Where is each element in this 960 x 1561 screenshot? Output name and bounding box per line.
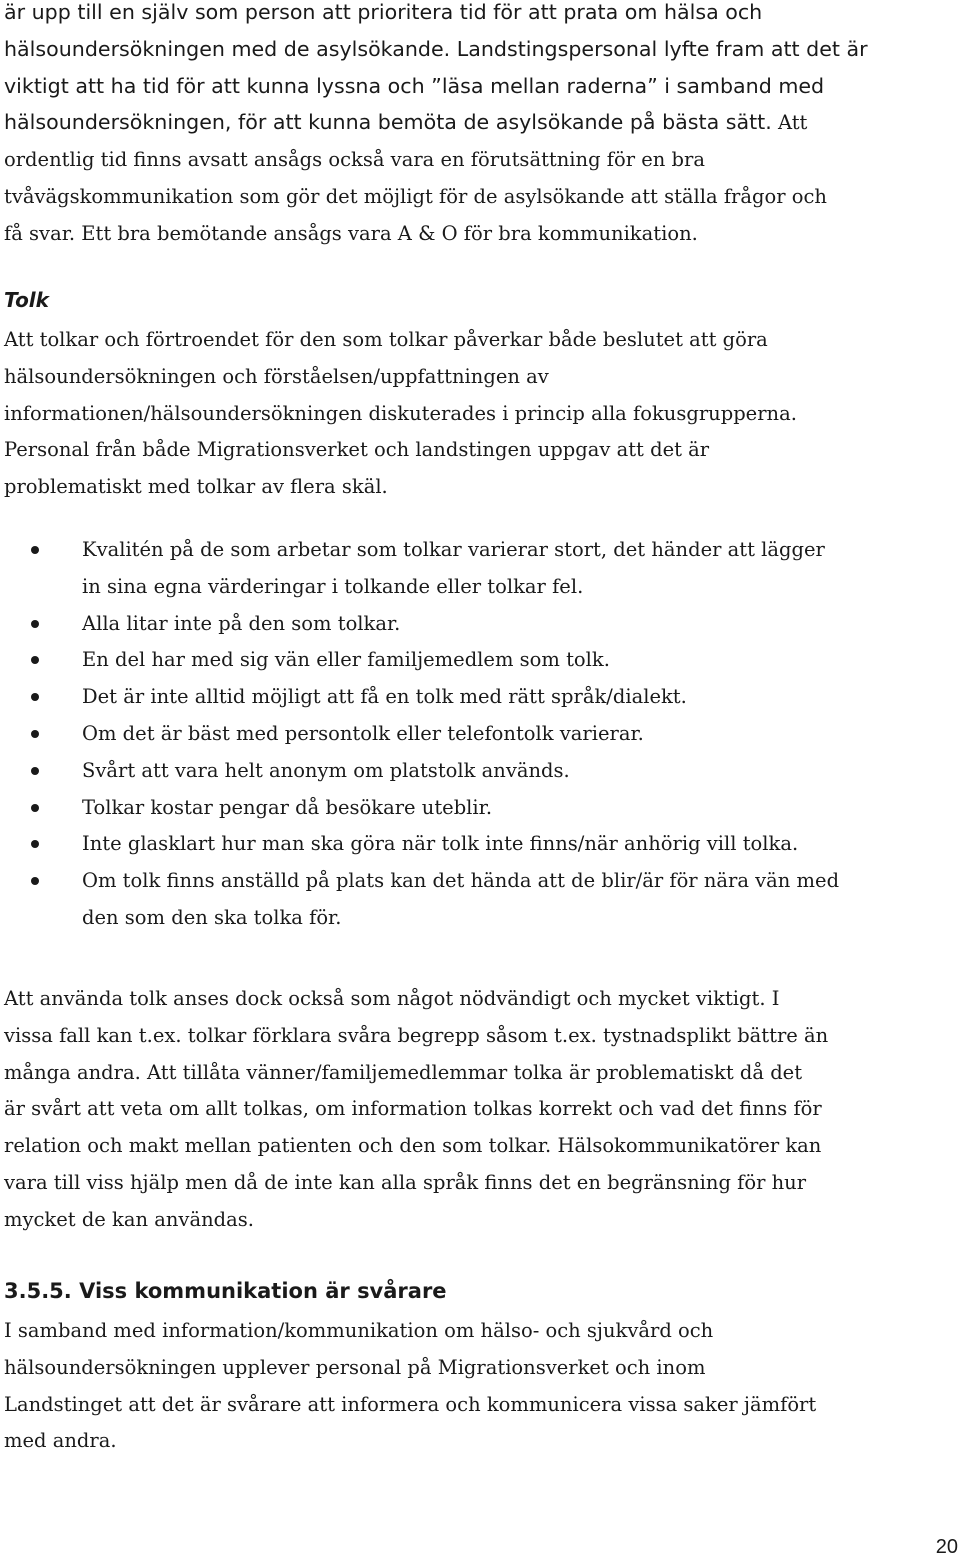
section-paragraph: [4, 1313, 956, 1460]
intro-line: hälsoundersökningen med de asylsökande. Landstingspersonal lyfte fram att det är: [4, 36, 868, 61]
intro-line: viktigt att ha tid för att kunna lyssna och ”läsa mellan raderna” i samband med: [4, 73, 825, 98]
bullet-icon: [31, 620, 39, 628]
paragraph-line: med andra.: [4, 1429, 117, 1453]
list-item-text: Tolkar kostar pengar då besökare uteblir.: [82, 795, 493, 819]
list-item-text: Alla litar inte på den som tolkar.: [82, 611, 401, 635]
tolk-after-paragraph: [4, 981, 956, 1239]
paragraph-line: många andra. Att tillåta vänner/familjemedlemmar tolka är problematiskt då det: [4, 1060, 803, 1084]
intro-line: ordentlig tid finns avsatt ansågs också vara en förutsättning för en bra: [4, 148, 705, 172]
list-item-text: En del har med sig vän eller familjemedlem som tolk.: [82, 648, 610, 672]
paragraph-line: I samband med information/kommunikation om hälso- och sjukvård och: [4, 1319, 714, 1342]
paragraph-line: Landstinget att det är svårare att informera och kommunicera vissa saker jämfört: [4, 1392, 817, 1416]
bullet-icon: [31, 730, 39, 738]
tolk-line: problematiskt med tolkar av flera skäl.: [4, 475, 388, 499]
page-number: 20: [935, 1536, 958, 1558]
intro-line: få svar. Ett bra bemötande ansågs vara A & O för bra kommunikation.: [4, 221, 698, 245]
tolk-problems-list: [4, 532, 956, 937]
list-item: [4, 642, 956, 679]
tolk-line: Att tolkar och förtroendet för den som tolkar påverkar både beslutet att göra: [4, 328, 768, 351]
tolk-paragraph: [4, 322, 956, 506]
paragraph-line: vara till viss hjälp men då de inte kan alla språk finns det en begränsning för hur: [4, 1170, 807, 1194]
list-item: [4, 716, 956, 753]
bullet-icon: [31, 546, 39, 554]
list-item: [4, 790, 956, 827]
paragraph-line: relation och makt mellan patienten och den som tolkar. Hälsokommunikatörer kan: [4, 1134, 822, 1158]
list-item: [4, 606, 956, 643]
bullet-icon: [31, 656, 39, 664]
list-item: [4, 532, 956, 606]
paragraph-line: är svårt att veta om allt tolkas, om information tolkas korrekt och vad det finns för: [4, 1097, 822, 1121]
list-item-text: Om det är bäst med persontolk eller telefontolk varierar.: [82, 721, 644, 745]
list-item-text: Inte glasklart hur man ska göra när tolk inte finns/när anhörig vill tolka.: [82, 832, 799, 856]
bullet-icon: [31, 877, 39, 885]
section-heading-3-5-5: 3.5.5. Viss kommunikation är svårare: [4, 1279, 447, 1303]
list-item-text: in sina egna värderingar i tolkande eller tolkar fel.: [82, 574, 584, 598]
list-item-text: Om tolk finns anställd på plats kan det hända att de blir/är för nära vän med: [82, 869, 840, 893]
section-heading-tolk: Tolk: [4, 288, 49, 312]
list-item-text: den som den ska tolka för.: [82, 905, 342, 929]
intro-line: tvåvägskommunikation som gör det möjligt för de asylsökande att ställa frågor och: [4, 184, 827, 208]
list-item: [4, 753, 956, 790]
bullet-icon: [31, 840, 39, 848]
tolk-line: informationen/hälsoundersökningen diskuterades i princip alla fokusgrupperna.: [4, 401, 797, 425]
tolk-line: hälsoundersökningen och förståelsen/uppfattningen av: [4, 364, 549, 388]
intro-line-tail: Att: [771, 111, 808, 135]
list-item-text: Svårt att vara helt anonym om platstolk används.: [82, 758, 570, 782]
paragraph-line: hälsoundersökningen upplever personal på Migrationsverket och inom: [4, 1355, 706, 1379]
tolk-line: Personal från både Migrationsverket och landstingen uppgav att det är: [4, 438, 710, 462]
list-item-text: Kvalitén på de som arbetar som tolkar varierar stort, det händer att lägger: [82, 538, 825, 561]
bullet-icon: [31, 767, 39, 775]
list-item: [4, 826, 956, 863]
intro-line-text: hälsoundersökningen, för att kunna bemöta de asylsökande på bästa sätt.: [4, 110, 772, 135]
intro-paragraph: [4, 0, 956, 253]
bullet-icon: [31, 693, 39, 701]
paragraph-line: Att använda tolk anses dock också som något nödvändigt och mycket viktigt. I: [4, 987, 780, 1010]
list-item-text: Det är inte alltid möjligt att få en tolk med rätt språk/dialekt.: [82, 685, 687, 709]
list-item: [4, 863, 956, 937]
paragraph-line: vissa fall kan t.ex. tolkar förklara svåra begrepp såsom t.ex. tystnadsplikt bättre än: [4, 1023, 829, 1047]
list-item: [4, 679, 956, 716]
paragraph-line: mycket de kan användas.: [4, 1207, 254, 1231]
intro-line: [4, 104, 956, 142]
intro-line: är upp till en själv som person att prioritera tid för att prata om hälsa och: [4, 0, 763, 24]
bullet-icon: [31, 804, 39, 812]
